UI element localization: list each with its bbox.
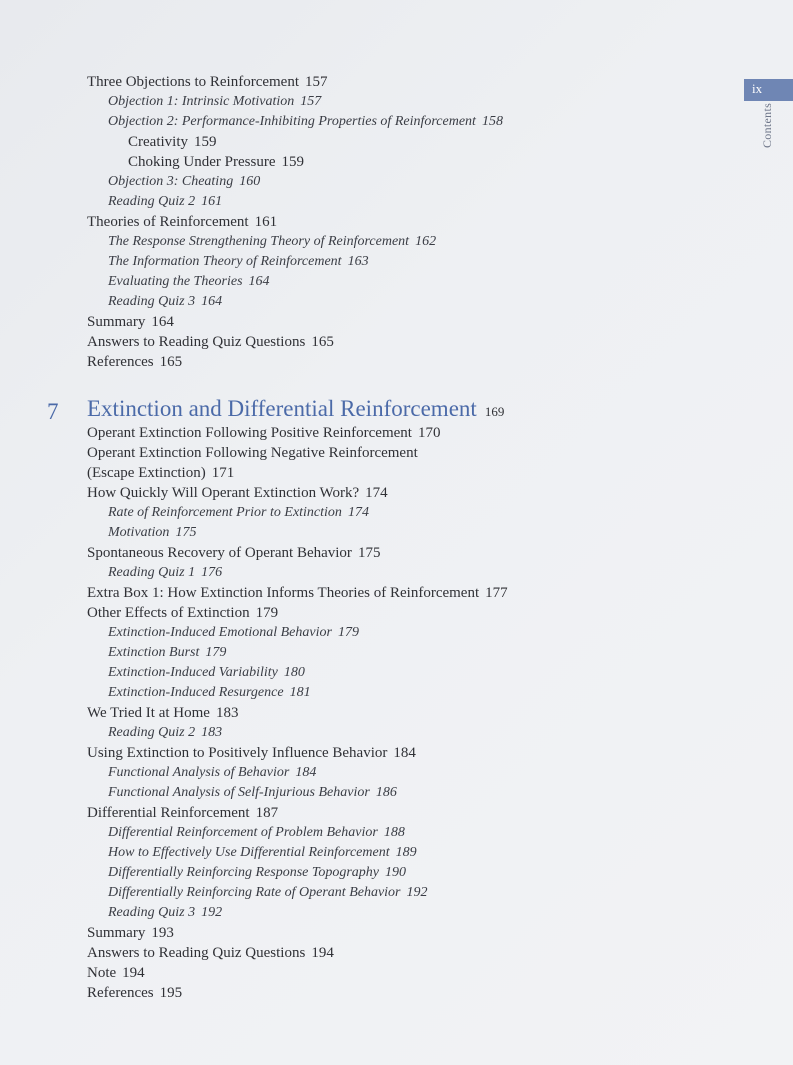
toc-entry: [87, 352, 182, 372]
toc-entry-title: Creativity: [128, 134, 188, 150]
toc-entry-page: 187: [255, 805, 279, 821]
toc-entry: [108, 903, 222, 923]
toc-entry-title: Answers to Reading Quiz Questions: [87, 334, 306, 350]
toc-entry: [128, 152, 304, 172]
toc-entry-page: 158: [481, 114, 503, 129]
toc-entry-page: 157: [300, 94, 322, 109]
toc-entry: [108, 643, 226, 663]
toc-entry-title: Motivation: [108, 525, 170, 540]
toc-entry-page: 179: [255, 605, 279, 621]
toc-entry: [108, 723, 222, 743]
toc-entry: [108, 523, 196, 543]
chapter-heading: [87, 396, 504, 422]
toc-entry: [108, 783, 397, 803]
toc-entry: [87, 463, 234, 483]
toc-entry-title: Differential Reinforcement: [87, 805, 250, 821]
toc-entry-page: 192: [406, 885, 428, 900]
toc-entry-page: 188: [383, 825, 405, 840]
toc-entry-title: Extinction-Induced Resurgence: [108, 685, 284, 700]
toc-entry-page: 190: [385, 865, 407, 880]
toc-entry: [87, 583, 508, 603]
toc-entry-title: (Escape Extinction): [87, 465, 206, 481]
toc-entry-page: 171: [211, 465, 235, 481]
toc-entry-title: We Tried It at Home: [87, 705, 210, 721]
toc-entry: [87, 543, 380, 563]
toc-entry-page: 184: [295, 765, 317, 780]
toc-entry-title: Reading Quiz 3: [108, 294, 196, 309]
toc-entry-page: 174: [365, 485, 388, 501]
toc-entry: [108, 172, 260, 192]
toc-entry: [108, 232, 436, 252]
toc-entry-page: 181: [289, 685, 311, 700]
toc-entry-title: Reading Quiz 2: [108, 194, 196, 209]
toc-entry: [87, 703, 238, 723]
toc-entry-title: Note: [87, 965, 117, 981]
toc-entry-page: 194: [122, 965, 145, 981]
toc-entry-page: 193: [151, 925, 174, 941]
section-label: Contents: [760, 102, 774, 148]
toc-entry-page: 192: [201, 905, 223, 920]
toc-entry: [87, 963, 145, 983]
toc-entry: [87, 332, 334, 352]
toc-entry-title: Differential Reinforcement of Problem Behavior: [108, 825, 378, 840]
toc-entry-page: 179: [205, 645, 227, 660]
toc-entry: [108, 92, 321, 112]
toc-entry-page: 164: [248, 274, 270, 289]
toc-entry-page: 186: [375, 785, 397, 800]
toc-entry-page: 175: [175, 525, 197, 540]
toc-entry-page: 163: [347, 254, 369, 269]
toc-entry: [87, 743, 416, 763]
toc-entry-title: How to Effectively Use Differential Reinforcement: [108, 845, 390, 860]
toc-entry: [87, 423, 440, 443]
toc-entry-page: 164: [151, 314, 174, 330]
toc-entry: [87, 803, 278, 823]
toc-entry-page: 189: [395, 845, 417, 860]
toc-entry-page: 162: [415, 234, 437, 249]
chapter-number: 7: [47, 399, 59, 424]
toc-entry-page: 161: [254, 214, 278, 230]
toc-entry: [87, 443, 418, 463]
toc-entry-title: Functional Analysis of Self-Injurious Behavior: [108, 785, 370, 800]
toc-entry: [87, 983, 182, 1003]
toc-entry-page: 160: [239, 174, 261, 189]
toc-entry-title: Differentially Reinforcing Rate of Operant Behavior: [108, 885, 401, 900]
toc-entry-page: 177: [485, 585, 508, 601]
toc-entry-title: Spontaneous Recovery of Operant Behavior: [87, 545, 352, 561]
toc-entry-title: Reading Quiz 1: [108, 565, 196, 580]
toc-entry-title: References: [87, 985, 154, 1001]
toc-entry-page: 161: [201, 194, 223, 209]
toc-entry-title: Extinction Burst: [108, 645, 200, 660]
toc-entry-title: The Information Theory of Reinforcement: [108, 254, 342, 269]
toc-entry: [108, 863, 406, 883]
toc-entry-page: 179: [337, 625, 359, 640]
toc-entry-title: Objection 2: Performance-Inhibiting Properties of Reinforcement: [108, 114, 476, 129]
toc-entry-title: Extra Box 1: How Extinction Informs Theories of Reinforcement: [87, 585, 480, 601]
toc-entry-title: How Quickly Will Operant Extinction Work?: [87, 485, 360, 501]
toc-entry-page: 183: [201, 725, 223, 740]
toc-entry-title: Functional Analysis of Behavior: [108, 765, 290, 780]
toc-entry: [108, 563, 222, 583]
toc-entry: [87, 603, 278, 623]
toc-entry: [108, 843, 417, 863]
chapter-title: Extinction and Differential Reinforcement: [87, 396, 477, 421]
toc-entry: [87, 943, 334, 963]
toc-entry-title: Choking Under Pressure: [128, 154, 276, 170]
toc-entry-page: 164: [201, 294, 223, 309]
toc-entry: [108, 252, 369, 272]
toc-entry-title: Three Objections to Reinforcement: [87, 74, 300, 90]
toc-entry: [108, 503, 369, 523]
toc-entry: [87, 212, 277, 232]
toc-entry-title: Reading Quiz 2: [108, 725, 196, 740]
toc-entry-page: 170: [417, 425, 441, 441]
toc-entry-page: 175: [357, 545, 381, 561]
toc-entry-page: 157: [305, 74, 328, 90]
toc-entry: [87, 923, 174, 943]
toc-entry-title: References: [87, 354, 154, 370]
page-number: ix: [752, 81, 763, 96]
toc-entry-title: Operant Extinction Following Positive Reinforcement: [87, 425, 412, 441]
toc-entry-title: The Response Strengthening Theory of Reinforcement: [108, 234, 410, 249]
toc-entry: [87, 312, 174, 332]
toc-entry-page: 184: [393, 745, 416, 761]
toc-entry-title: Extinction-Induced Emotional Behavior: [108, 625, 332, 640]
toc-entry: [108, 623, 359, 643]
toc-entry-title: Using Extinction to Positively Influence Behavior: [87, 745, 388, 761]
toc-entry: [108, 292, 222, 312]
toc-entry: [108, 663, 305, 683]
toc-entry: [128, 132, 217, 152]
toc-entry: [108, 112, 503, 132]
toc-entry-title: Other Effects of Extinction: [87, 605, 250, 621]
toc-entry-page: 159: [194, 134, 217, 150]
toc-entry-title: Answers to Reading Quiz Questions: [87, 945, 306, 961]
toc-entry-page: 165: [159, 354, 183, 370]
toc-entry-page: 180: [283, 665, 305, 680]
toc-entry: [87, 483, 388, 503]
toc-entry-title: Rate of Reinforcement Prior to Extinction: [108, 505, 342, 520]
toc-entry: [87, 72, 328, 92]
toc-entry: [108, 823, 405, 843]
toc-entry: [108, 883, 428, 903]
toc-entry: [108, 192, 222, 212]
toc-entry-page: 176: [201, 565, 223, 580]
toc-entry: [108, 763, 316, 783]
page-number-tab: [744, 79, 793, 101]
toc-entry-title: Objection 3: Cheating: [108, 174, 234, 189]
toc-entry-page: 195: [159, 985, 183, 1001]
toc-entry-page: 174: [347, 505, 369, 520]
toc-entry-page: 194: [311, 945, 334, 961]
chapter-page: 169: [484, 404, 505, 419]
toc-entry-page: 183: [215, 705, 239, 721]
toc-entry-title: Operant Extinction Following Negative Reinforcement: [87, 445, 418, 461]
toc-entry-title: Summary: [87, 314, 146, 330]
toc-entry-title: Evaluating the Theories: [108, 274, 243, 289]
toc-entry: [108, 683, 311, 703]
toc-entry-title: Extinction-Induced Variability: [108, 665, 278, 680]
toc-entry-title: Summary: [87, 925, 146, 941]
toc-entry-page: 165: [311, 334, 334, 350]
toc-entry-page: 159: [281, 154, 304, 170]
toc-entry: [108, 272, 270, 292]
toc-entry-title: Objection 1: Intrinsic Motivation: [108, 94, 295, 109]
toc-entry-title: Theories of Reinforcement: [87, 214, 249, 230]
toc-entry-title: Differentially Reinforcing Response Topography: [108, 865, 380, 880]
toc-entry-title: Reading Quiz 3: [108, 905, 196, 920]
